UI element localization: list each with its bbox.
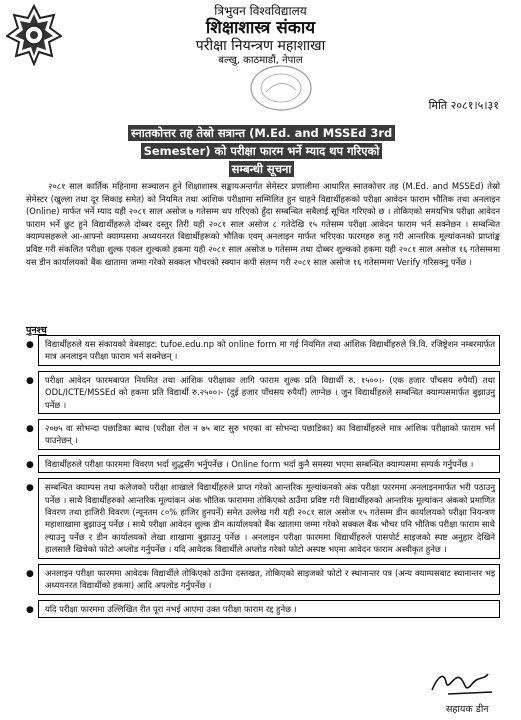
letterhead (0, 4, 521, 67)
list-item (26, 371, 500, 414)
list-item (26, 478, 500, 558)
office-location: बल्खु, काठमाडौं, नेपाल (218, 55, 303, 66)
list-item-text: अनलाइन परीक्षा फारममा आवेदक विद्यार्थीले तोकिएको ठाउँमा दस्तखत, तोकिएको साइजको फोटो र स्थानान्तर पत्र (अन्य क्याम्पसबाट स्थानान्तर भइ अध्ययनरत विद्यार्थीको हकमा) आदि अपलोड गर्नुपर्नेछ । (45, 567, 495, 591)
intro-paragraph: २०८१ साल कार्तिक महिनामा सञ्चालन हुने शिक्षाशास्त्र सङ्कायअन्तर्गत सेमेस्टर प्रणालीमा आधारित स्नातकोत्तर तह (M.Ed. and MSSEd) तेस्रो सेमेस्टर (खुल्ला तथा दूर सिकाइ समेत) को नियमित तथा आंशिक परीक्षामा सम्मिलित हुन चाहने विद्यार्थीहरूको परीक्षा आवेदन फाराम भौतिक तथा अनलाइन (Online) मार्फत भर्ने म्याद यही २०८१ साल असोज ७ गतेसम्म थप गरिएको हुँदा सम्बन्धित सबैलाई सूचित गरिएको छ । तोकिएको समयभित्र परीक्षा आवेदन फाराम भर्ने छुट हुने विद्यार्थीहरूले दोब्बर दस्तुर तिरी यही २०८१ साल असोज ८ गतेदेखि १५ गतेसम्म परीक्षा आवेदन फाराम भर्न सक्नेछन । सम्बन्धित क्याम्पसहरूले आ-आफ्नो क्याम्पसमा अध्ययनरत विद्यार्थीहरूको भौतिक एवम् अनलाइन मार्फत भरिएका फारमहरु रुजु गरी आन्तरिक मूल्यांकनको प्राप्तांङ्क प्रविष्ट गरी संकलित परीक्षा शुल्क एकल शुल्कको हकमा यही २०८१ साल असोज ७ गतेसम्म तथा दोब्बर शुल्कको हकमा यही २०८१ साल असोज १६ गतेसम्ममा यस डीन कार्यालयको बैंक खातामा जम्मा गरेको सक्कल भौचरको स्क्यान कपी संलग्न गरी २०८१ साल असोज १६ गतेसम्ममा Verify गरिसक्नु पर्नेछ । (26, 181, 500, 267)
faculty-name: शिक्षाशास्त्र संकाय (205, 18, 316, 38)
list-item-text: सम्बन्धित क्याम्पस तथा कलेजको परीक्षा शाखाले विद्यार्थीहरुले प्राप्त गरेको आन्तरिक मूल्यांकनको अंक परीक्षा फारममा अनलाइनमार्फत भरी पठाउनु पर्नेछ । साथै विद्यार्थीहरुको आन्तरिक मूल्यांकन अंक भौतिक फाराममा तोकिएको ठाउँमा प्रविष्ट गरी विद्यार्थीहरुको आन्तरिक मूल्यांकन अंकको प्रमाणित विवरण तथा हाजिरी विवरण (न्यूनतम ८०% हाजिर हुनपर्ने) समेत उल्लेख गरी यही २०८१ साल असोज १५ गतेसम्म डीन कार्यालयको परीक्षा नियन्त्रण महाशाखामा बुझाउनु पर्नेछ । साथै परीक्षा आवेदन शुल्क डीन कार्यालयको बैंक खातामा जम्मा गरेको सक्कल बैंक भौचर पनि भौतिक परीक्षा फाराम साथै ल्याउनु पर्नेछ र डीन कार्यालयको लेखा शाखामा बुझाउनु पर्नेछ । अनलाइन परीक्षा फारममा विद्यार्थीहरुले पासपोर्ट साइजको स्पष्ट अनुहार देखिने हालसालै खिचेको फोटो अप्लोड गर्नुपर्नेछ । यदि आवेदक विद्यार्थीले अप्लोड गरेको फोटो अस्पष्ट भएमा आवेदन फाराम अस्वीकृत हुनेछ । (45, 482, 495, 555)
postscript-heading: पुनश्च (26, 325, 47, 336)
bullet-icon: ● (26, 375, 34, 386)
office-seal-stamp (248, 62, 314, 114)
list-item-text: परीक्षा आवेदन फारमबापत नियमित तथा आंशिक परीक्षाका लागि फाराम शुल्क प्रति विद्यार्थी रु. १५००।- (एक हजार पाँचसय रुपैयाँ) तथा ODL/ICTE/MSSEd को हकमा प्रति विद्यार्थी रु.२५००।- (दुई हजार पाँचसय रुपैयाँ) लाग्नेछ । जुन विद्यार्थीहरुले सम्बन्धित क्याम्पसमार्फत बुझाउनु पर्नेछ । (45, 374, 495, 410)
list-item (26, 455, 500, 473)
notice-date: मिति २०८१।५।३१ (428, 99, 499, 112)
list-item (26, 335, 500, 366)
bullet-icon: ● (26, 568, 34, 579)
bullet-icon: ● (26, 340, 34, 350)
bullet-icon: ● (26, 459, 34, 470)
list-item (26, 419, 500, 450)
handwritten-signature (428, 668, 498, 700)
list-item-text: २०७५ वा सोभन्दा पछाडिका ब्याच (परीक्षा रोल न ७५ बाट सुरु भएका वा सोभन्दा पछाडिका) का विद्यार्थीहरुले मात्र आंशिक परीक्षाको फाराम भर्न पाउनेछन् । (45, 423, 495, 446)
signatory-title: सहायक डीन (446, 704, 489, 715)
notice-title (128, 124, 395, 178)
division-name: परीक्षा नियन्त्रण महाशाखा (195, 38, 326, 54)
list-item-text: यदि परीक्षा फारममा उल्लिखित रीत पूरा नभई आएमा उक्त परीक्षा फाराम रद्द हुनेछ । (45, 603, 297, 614)
bullet-icon: ● (26, 604, 34, 615)
notice-title-text: स्नातकोत्तर तह तेस्रो सत्रान्त (M.Ed. and MSSEd 3rd Semester) को परीक्षा फारम भर्ने म्याद थप गरिएको सम्बन्धी सूचना (128, 125, 395, 177)
instruction-list (22, 335, 500, 623)
bullet-icon: ● (26, 424, 34, 435)
university-name: त्रिभुवन विश्वविद्यालय (214, 4, 307, 18)
list-item (26, 564, 500, 595)
list-item-text: विद्यार्थीहरुले परीक्षा फारममा विवरण भर्दा शुद्धसँग भर्नुपर्नेछ । Online form भर्दा कुनै समस्या भएमा सम्बन्धित क्याम्पसमा सम्पर्क गर्नुपर्नेछ । (45, 458, 474, 469)
list-item-text: विद्यार्थीहरुले यस संकायको वेबसाइट: tufoe.edu.np को online form मा गई नियमित तथा आंशिक विद्यार्थीहरुले त्रि.वि. रजिष्ट्रेशन नम्बरमार्फत मात्र अनलाइन परीक्षा फाराम भर्न सक्नेछन् । (45, 339, 495, 362)
list-item (26, 600, 500, 618)
bullet-icon: ● (26, 483, 34, 494)
